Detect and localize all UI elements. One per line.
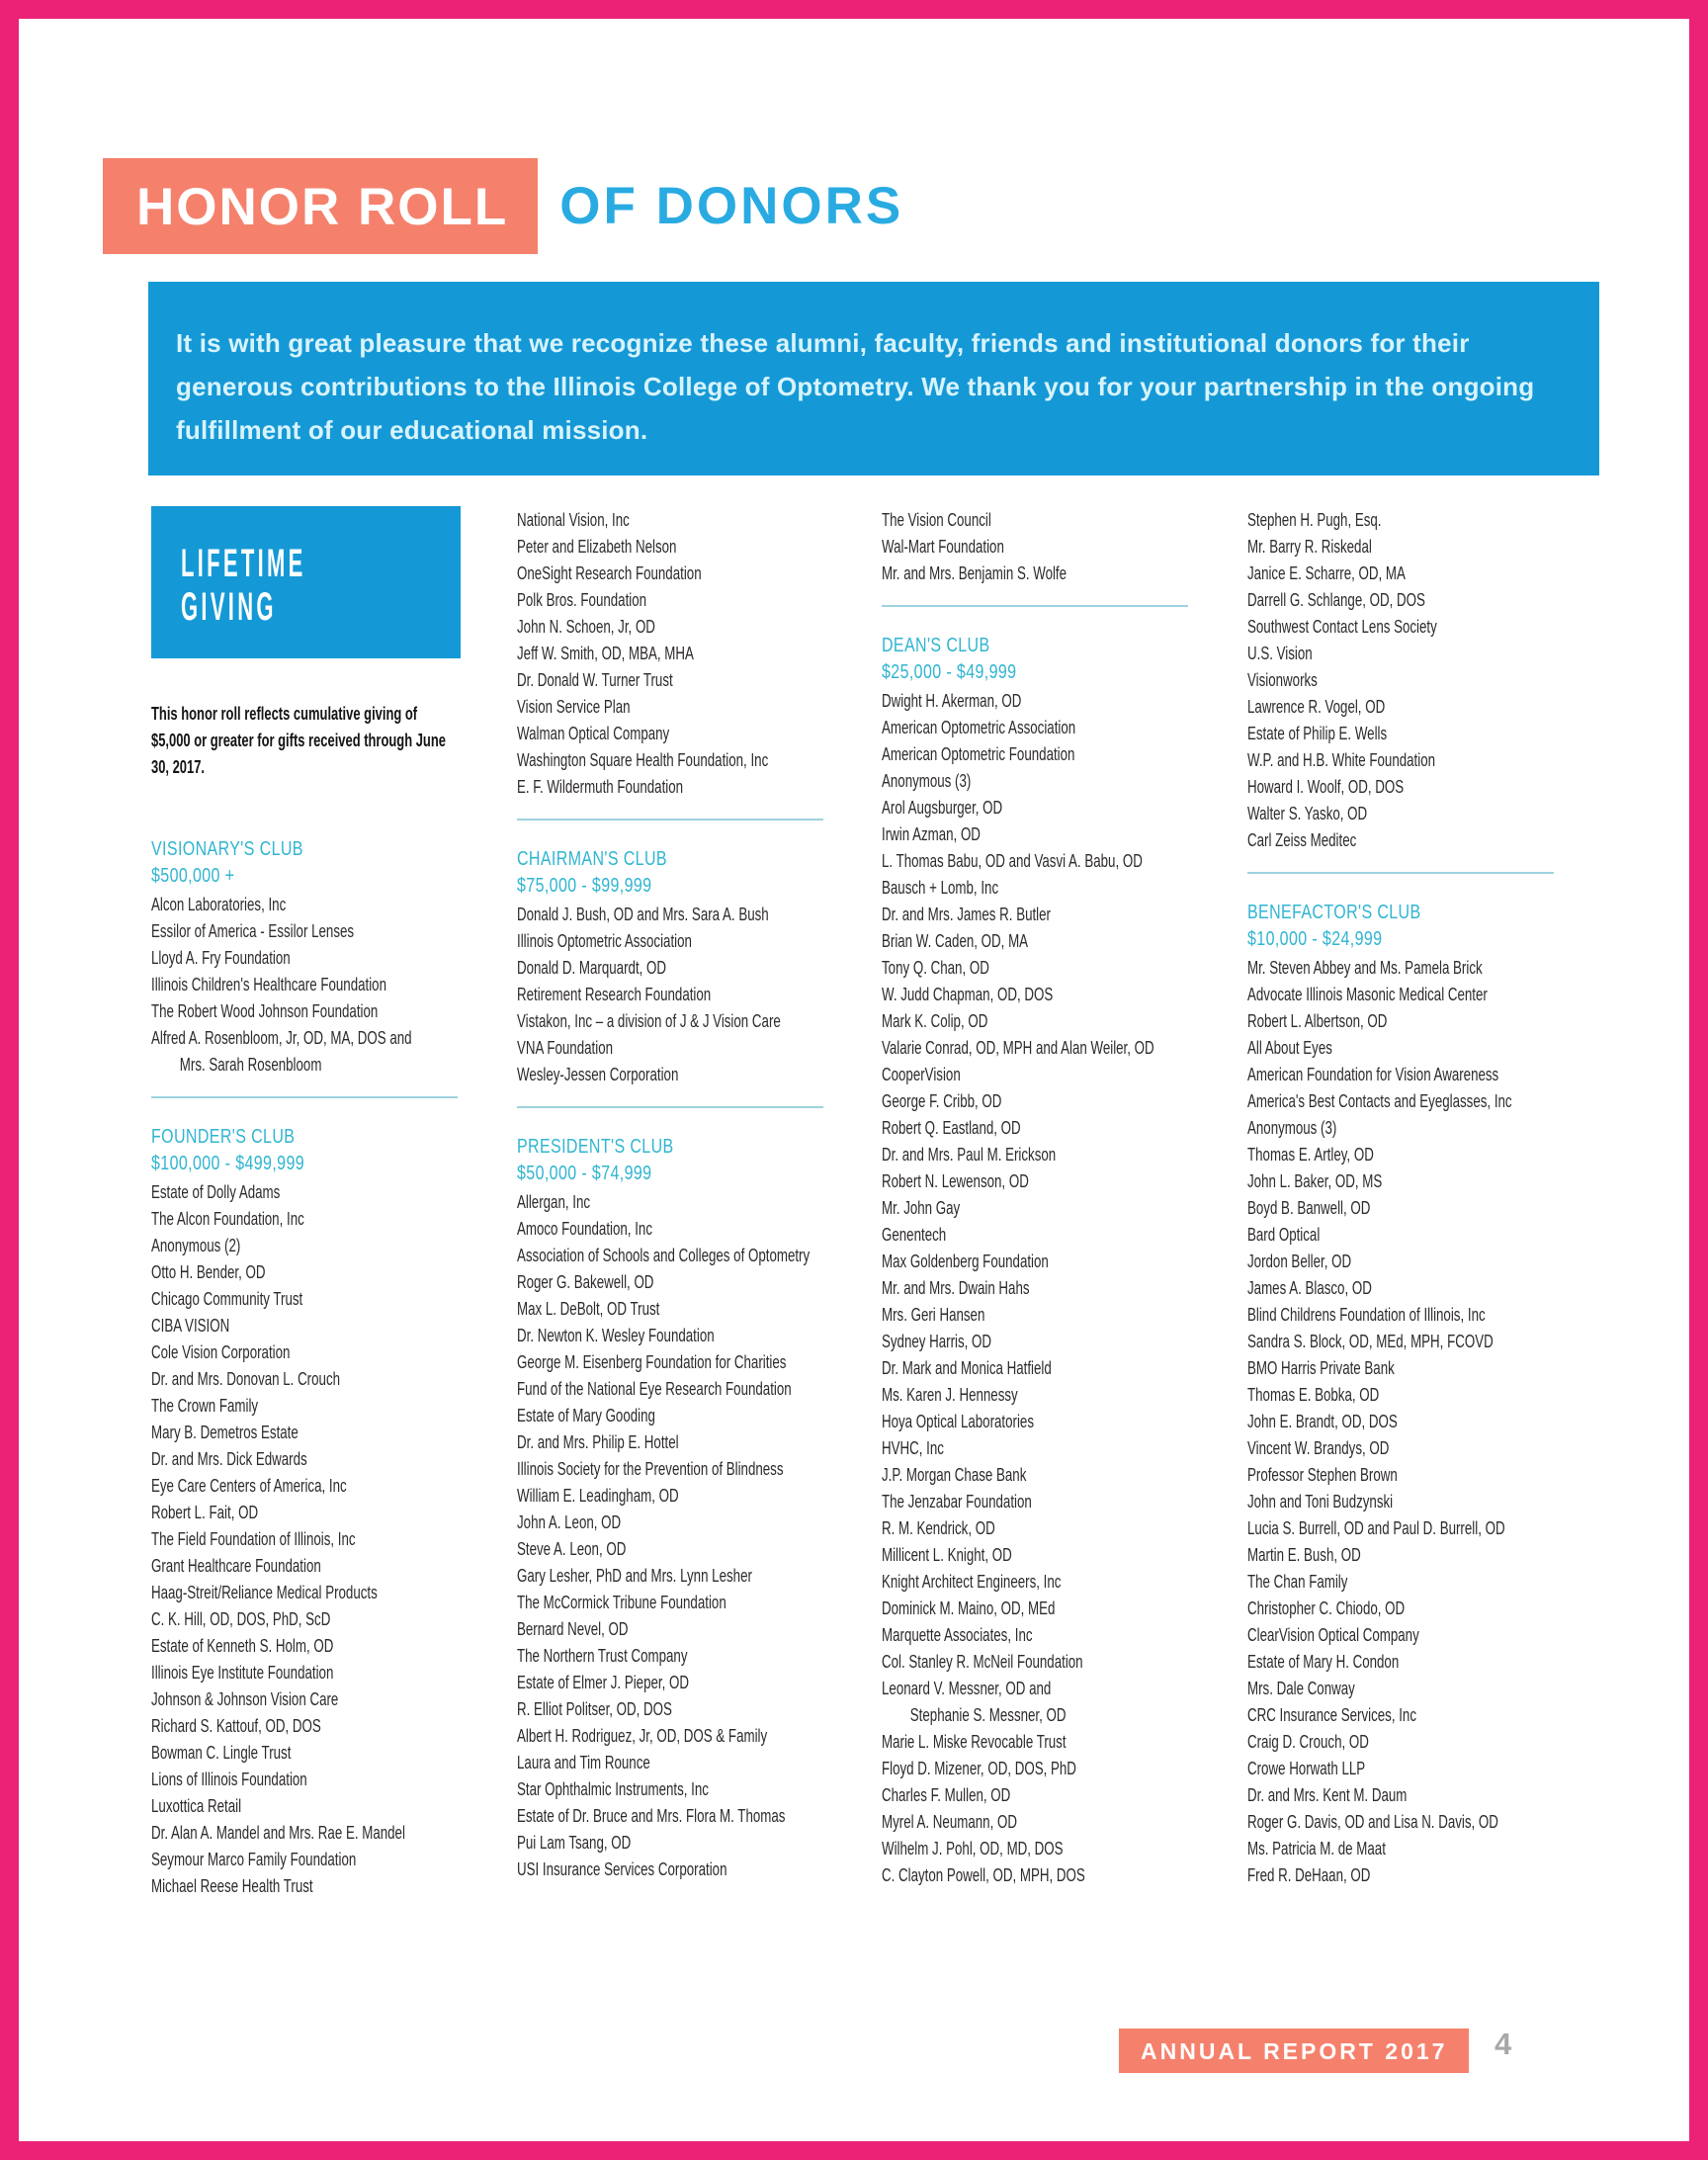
club-heading bbox=[1247, 899, 1613, 952]
donor-name: Howard I. Woolf, OD, DOS bbox=[1246, 776, 1404, 797]
page-title-of-donors: OF DONORS bbox=[559, 177, 904, 235]
donor-name: The Vision Council bbox=[882, 509, 991, 530]
club-heading bbox=[882, 632, 1247, 685]
donor-name: Christopher C. Chiodo, OD bbox=[1246, 1598, 1405, 1618]
donor-name: Col. Stanley R. McNeil Foundation bbox=[882, 1651, 1083, 1672]
donor-name: Illinois Eye Institute Foundation bbox=[151, 1662, 334, 1683]
donor-name: American Optometric Association bbox=[882, 717, 1076, 737]
donor-name: Illinois Children's Healthcare Foundation bbox=[151, 974, 386, 994]
donor-name: Brian W. Caden, OD, MA bbox=[882, 930, 1029, 951]
club-giving-range: $100,000 - $499,999 bbox=[151, 1152, 305, 1174]
donor-name: Vincent W. Brandys, OD bbox=[1246, 1437, 1389, 1458]
donor-name: Pui Lam Tsang, OD bbox=[516, 1832, 631, 1853]
donor-name: Max L. DeBolt, OD Trust bbox=[516, 1298, 659, 1319]
donor-name: Dominick M. Maino, OD, MEd bbox=[882, 1598, 1056, 1618]
page-title-honor-roll: HONOR ROLL bbox=[103, 158, 538, 254]
donor-name: Charles F. Mullen, OD bbox=[882, 1784, 1011, 1805]
donor-list bbox=[1247, 954, 1613, 1888]
donor-name: Genentech bbox=[882, 1224, 947, 1245]
donor-name: The Jenzabar Foundation bbox=[882, 1491, 1032, 1512]
donor-name: Crowe Horwath LLP bbox=[1246, 1758, 1365, 1778]
donor-name: The Robert Wood Johnson Foundation bbox=[151, 1000, 379, 1021]
club-heading bbox=[151, 1123, 517, 1176]
donor-name: Star Ophthalmic Instruments, Inc bbox=[516, 1778, 709, 1799]
donor-name: All About Eyes bbox=[1246, 1037, 1332, 1058]
donor-name: James A. Blasco, OD bbox=[1246, 1277, 1372, 1298]
donor-name: Dwight H. Akerman, OD bbox=[882, 690, 1022, 711]
donor-name: R. Elliot Politser, OD, DOS bbox=[516, 1698, 672, 1719]
donor-name: John E. Brandt, OD, DOS bbox=[1246, 1411, 1398, 1431]
donor-name: The Northern Trust Company bbox=[516, 1645, 687, 1666]
donor-list bbox=[882, 506, 1247, 586]
donor-name: Seymour Marco Family Foundation bbox=[151, 1849, 357, 1869]
donor-name: Dr. and Mrs. Kent M. Daum bbox=[1246, 1784, 1407, 1805]
donor-name: Fund of the National Eye Research Foundation bbox=[516, 1378, 792, 1399]
donor-name: Lions of Illinois Foundation bbox=[151, 1769, 307, 1789]
donor-name: Vision Service Plan bbox=[516, 696, 631, 717]
donor-name: Peter and Elizabeth Nelson bbox=[516, 536, 676, 557]
donor-name: Grant Healthcare Foundation bbox=[151, 1555, 321, 1576]
donor-name: Robert N. Lewenson, OD bbox=[882, 1170, 1029, 1191]
donor-name: Sandra S. Block, OD, MEd, MPH, FCOVD bbox=[1246, 1331, 1494, 1351]
donor-name: C. Clayton Powell, OD, MPH, DOS bbox=[882, 1864, 1085, 1885]
donor-name: Bausch + Lomb, Inc bbox=[882, 877, 999, 898]
donor-name: Robert L. Fait, OD bbox=[151, 1502, 259, 1522]
donor-list bbox=[517, 901, 883, 1087]
donor-name: Donald D. Marquardt, OD bbox=[516, 957, 666, 978]
lifetime-giving-label: GIVING bbox=[181, 585, 277, 629]
donor-name: CRC Insurance Services, Inc bbox=[1246, 1704, 1416, 1725]
donor-name: J.P. Morgan Chase Bank bbox=[882, 1464, 1027, 1485]
donor-name: Amoco Foundation, Inc bbox=[516, 1218, 652, 1239]
donor-name: Mrs. Dale Conway bbox=[1246, 1678, 1355, 1698]
donor-name: Jeff W. Smith, OD, MBA, MHA bbox=[516, 643, 694, 663]
donor-name: ClearVision Optical Company bbox=[1246, 1624, 1419, 1645]
donor-name: Mrs. Sarah Rosenbloom bbox=[179, 1054, 322, 1075]
donor-name: The Chan Family bbox=[1246, 1571, 1347, 1592]
donor-name: Chicago Community Trust bbox=[151, 1288, 303, 1309]
club-giving-range: $50,000 - $74,999 bbox=[516, 1162, 651, 1184]
donor-name: George F. Cribb, OD bbox=[882, 1090, 1002, 1111]
donor-name: Mary B. Demetros Estate bbox=[151, 1422, 299, 1442]
donor-name: Mr. and Mrs. Benjamin S. Wolfe bbox=[882, 562, 1068, 583]
donor-column-1 bbox=[151, 506, 517, 1899]
donor-name: OneSight Research Foundation bbox=[516, 562, 702, 583]
donor-name: Max Goldenberg Foundation bbox=[882, 1251, 1049, 1271]
donor-name: Association of Schools and Colleges of Optometry bbox=[516, 1245, 810, 1265]
donor-name: Alfred A. Rosenbloom, Jr, OD, MA, DOS and bbox=[151, 1027, 412, 1048]
donor-name: Southwest Contact Lens Society bbox=[1246, 616, 1437, 637]
club-name: FOUNDER'S CLUB bbox=[151, 1125, 296, 1148]
club-giving-range: $75,000 - $99,999 bbox=[516, 874, 651, 897]
donor-name: John A. Leon, OD bbox=[516, 1512, 621, 1532]
donor-name: The Alcon Foundation, Inc bbox=[151, 1208, 304, 1229]
donor-name: Walter S. Yasko, OD bbox=[1246, 803, 1367, 823]
donor-name: W.P. and H.B. White Foundation bbox=[1246, 749, 1435, 770]
lifetime-giving-label: LIFETIME bbox=[181, 542, 306, 585]
donor-name: Mr. and Mrs. Dwain Hahs bbox=[882, 1277, 1030, 1298]
club-heading bbox=[517, 845, 883, 899]
donor-name: HVHC, Inc bbox=[882, 1437, 944, 1458]
donor-name: Knight Architect Engineers, Inc bbox=[882, 1571, 1062, 1592]
intro-panel bbox=[148, 282, 1599, 475]
donor-name: Mr. John Gay bbox=[882, 1197, 961, 1218]
intro-text: It is with great pleasure that we recognize these alumni, faculty, friends and institutional donors for their generous contributions to the Illinois College of Optometry. We thank you for your partnership in the ongoing fulfillment of our educational mission. bbox=[176, 328, 1535, 445]
donor-name: C. K. Hill, OD, DOS, PhD, ScD bbox=[151, 1608, 331, 1629]
donor-name: Marquette Associates, Inc bbox=[882, 1624, 1033, 1645]
donor-list bbox=[882, 687, 1247, 1888]
donor-name: Bowman C. Lingle Trust bbox=[151, 1742, 292, 1763]
donor-name: VNA Foundation bbox=[516, 1037, 613, 1058]
footer-annual-report-badge: ANNUAL REPORT 2017 bbox=[1119, 2029, 1469, 2073]
donor-name: Haag-Streit/Reliance Medical Products bbox=[151, 1582, 378, 1602]
donor-name: Bard Optical bbox=[1246, 1224, 1320, 1245]
donor-name: Estate of Mary H. Condon bbox=[1246, 1651, 1399, 1672]
club-name: PRESIDENT'S CLUB bbox=[516, 1135, 674, 1158]
donor-name: L. Thomas Babu, OD and Vasvi A. Babu, OD bbox=[882, 850, 1143, 871]
club-name: CHAIRMAN'S CLUB bbox=[516, 847, 667, 870]
donor-name: Eye Care Centers of America, Inc bbox=[151, 1475, 347, 1496]
donor-name: Boyd B. Banwell, OD bbox=[1246, 1197, 1370, 1218]
donor-name: Anonymous (2) bbox=[151, 1235, 241, 1255]
donor-name: Robert Q. Eastland, OD bbox=[882, 1117, 1021, 1138]
donor-name: R. M. Kendrick, OD bbox=[882, 1517, 995, 1538]
donor-name: Mrs. Geri Hansen bbox=[882, 1304, 985, 1325]
lifetime-giving-box bbox=[151, 506, 461, 658]
donor-name: Johnson & Johnson Vision Care bbox=[151, 1688, 339, 1709]
donor-name: Robert L. Albertson, OD bbox=[1246, 1010, 1387, 1031]
page-number: 4 bbox=[1494, 2027, 1512, 2061]
donor-list bbox=[517, 1188, 883, 1882]
donor-name: William E. Leadingham, OD bbox=[516, 1485, 679, 1506]
donor-name: Irwin Azman, OD bbox=[882, 823, 981, 844]
donor-name: USI Insurance Services Corporation bbox=[516, 1858, 726, 1879]
club-name: BENEFACTOR'S CLUB bbox=[1246, 901, 1421, 923]
donor-name: U.S. Vision bbox=[1246, 643, 1313, 663]
donor-name: Visionworks bbox=[1246, 669, 1318, 690]
donor-name: John L. Baker, OD, MS bbox=[1246, 1170, 1382, 1191]
section-divider bbox=[517, 1106, 823, 1108]
donor-name: CIBA VISION bbox=[151, 1315, 230, 1336]
donor-column-4 bbox=[1247, 506, 1613, 1899]
donor-name: Estate of Kenneth S. Holm, OD bbox=[151, 1635, 334, 1656]
donor-name: W. Judd Chapman, OD, DOS bbox=[882, 984, 1054, 1004]
donor-name: Mark K. Colip, OD bbox=[882, 1010, 988, 1031]
donor-name: Professor Stephen Brown bbox=[1246, 1464, 1398, 1485]
donor-name: American Optometric Foundation bbox=[882, 743, 1075, 764]
club-heading bbox=[151, 835, 517, 889]
club-name: DEAN'S CLUB bbox=[882, 634, 990, 656]
giving-note: This honor roll reflects cumulative giving of $5,000 or greater for gifts received through June 30, 2017. bbox=[151, 703, 446, 777]
donor-name: Richard S. Kattouf, OD, DOS bbox=[151, 1715, 321, 1736]
donor-name: Estate of Mary Gooding bbox=[516, 1405, 655, 1426]
donor-name: Estate of Elmer J. Pieper, OD bbox=[516, 1672, 689, 1692]
donor-name: Washington Square Health Foundation, Inc bbox=[516, 749, 768, 770]
donor-name: Roger G. Bakewell, OD bbox=[516, 1271, 653, 1292]
donor-name: Gary Lesher, PhD and Mrs. Lynn Lesher bbox=[516, 1565, 752, 1586]
donor-name: Otto H. Bender, OD bbox=[151, 1261, 266, 1282]
donor-name: Dr. Newton K. Wesley Foundation bbox=[516, 1325, 715, 1345]
donor-name: Dr. and Mrs. Philip E. Hottel bbox=[516, 1431, 679, 1452]
donor-name: Craig D. Crouch, OD bbox=[1246, 1731, 1369, 1752]
donor-name: Allergan, Inc bbox=[516, 1191, 590, 1212]
donor-name: Polk Bros. Foundation bbox=[516, 589, 646, 610]
donor-name: Estate of Dr. Bruce and Mrs. Flora M. Thomas bbox=[516, 1805, 785, 1826]
donor-name: Bernard Nevel, OD bbox=[516, 1618, 629, 1639]
donor-name: Anonymous (3) bbox=[1246, 1117, 1336, 1138]
donor-name: Dr. Donald W. Turner Trust bbox=[516, 669, 673, 690]
donor-column-2 bbox=[517, 506, 883, 1899]
donor-name: Dr. Mark and Monica Hatfield bbox=[882, 1357, 1052, 1378]
donor-name: Dr. Alan A. Mandel and Mrs. Rae E. Mandel bbox=[151, 1822, 405, 1843]
donor-name: American Foundation for Vision Awareness bbox=[1246, 1064, 1498, 1084]
donor-name: George M. Eisenberg Foundation for Charities bbox=[516, 1351, 786, 1372]
donor-name: E. F. Wildermuth Foundation bbox=[516, 776, 683, 797]
donor-name: Lloyd A. Fry Foundation bbox=[151, 947, 291, 968]
donor-name: Millicent L. Knight, OD bbox=[882, 1544, 1012, 1565]
donor-name: America's Best Contacts and Eyeglasses, Inc bbox=[1246, 1090, 1512, 1111]
donor-name: Steve A. Leon, OD bbox=[516, 1538, 626, 1559]
donor-name: Dr. and Mrs. James R. Butler bbox=[882, 904, 1051, 924]
donor-name: Alcon Laboratories, Inc bbox=[151, 894, 287, 914]
donor-name: Blind Childrens Foundation of Illinois, Inc bbox=[1246, 1304, 1486, 1325]
donor-name: Marie L. Miske Revocable Trust bbox=[882, 1731, 1067, 1752]
donor-name: Tony Q. Chan, OD bbox=[882, 957, 989, 978]
donor-name: Vistakon, Inc – a division of J & J Vision Care bbox=[516, 1010, 781, 1031]
donor-name: John and Toni Budzynski bbox=[1246, 1491, 1393, 1512]
donor-name: Wal-Mart Foundation bbox=[882, 536, 1004, 557]
section-divider bbox=[882, 605, 1188, 607]
club-giving-range: $10,000 - $24,999 bbox=[1246, 927, 1382, 950]
donor-name: Leonard V. Messner, OD and bbox=[882, 1678, 1052, 1698]
donor-name: Darrell G. Schlange, OD, DOS bbox=[1246, 589, 1425, 610]
section-divider bbox=[151, 1096, 458, 1098]
donor-name: Retirement Research Foundation bbox=[516, 984, 711, 1004]
donor-name: Roger G. Davis, OD and Lisa N. Davis, OD bbox=[1246, 1811, 1498, 1832]
donor-name: Carl Zeiss Meditec bbox=[1246, 829, 1356, 850]
donor-name: The McCormick Tribune Foundation bbox=[516, 1592, 726, 1612]
donor-name: Estate of Philip E. Wells bbox=[1246, 723, 1387, 743]
club-heading bbox=[517, 1133, 883, 1186]
donor-name: Illinois Society for the Prevention of Blindness bbox=[516, 1458, 784, 1479]
club-name: VISIONARY'S CLUB bbox=[151, 837, 303, 860]
donor-name: Luxottica Retail bbox=[151, 1795, 242, 1816]
donor-name: Myrel A. Neumann, OD bbox=[882, 1811, 1017, 1832]
donor-name: Valarie Conrad, OD, MPH and Alan Weiler, OD bbox=[882, 1037, 1154, 1058]
donor-list bbox=[151, 891, 517, 1078]
donor-name: Lawrence R. Vogel, OD bbox=[1246, 696, 1385, 717]
donor-name: Thomas E. Artley, OD bbox=[1246, 1144, 1374, 1165]
donor-name: Ms. Patricia M. de Maat bbox=[1246, 1838, 1386, 1858]
section-divider bbox=[1247, 872, 1554, 874]
donor-name: Thomas E. Bobka, OD bbox=[1246, 1384, 1379, 1405]
donor-name: National Vision, Inc bbox=[516, 509, 630, 530]
donor-name: Dr. and Mrs. Dick Edwards bbox=[151, 1448, 307, 1469]
club-giving-range: $25,000 - $49,999 bbox=[882, 660, 1017, 683]
donor-name: BMO Harris Private Bank bbox=[1246, 1357, 1395, 1378]
donor-name: Michael Reese Health Trust bbox=[151, 1875, 313, 1896]
donor-list bbox=[1247, 506, 1613, 853]
donor-name: Ms. Karen J. Hennessy bbox=[882, 1384, 1018, 1405]
donor-name: Stephen H. Pugh, Esq. bbox=[1246, 509, 1382, 530]
page-title bbox=[103, 158, 903, 254]
donor-name: The Crown Family bbox=[151, 1395, 259, 1416]
donor-name: Advocate Illinois Masonic Medical Center bbox=[1246, 984, 1488, 1004]
donor-name: Stephanie S. Messner, OD bbox=[909, 1704, 1067, 1725]
donor-name: Essilor of America - Essilor Lenses bbox=[151, 920, 355, 941]
donor-name: Wilhelm J. Pohl, OD, MD, DOS bbox=[882, 1838, 1064, 1858]
section-divider bbox=[517, 819, 823, 821]
donor-name: Janice E. Scharre, OD, MA bbox=[1246, 562, 1406, 583]
donor-name: Jordon Beller, OD bbox=[1246, 1251, 1351, 1271]
donor-name: Fred R. DeHaan, OD bbox=[1246, 1864, 1370, 1885]
donor-name: Wesley-Jessen Corporation bbox=[516, 1064, 678, 1084]
donor-name: The Field Foundation of Illinois, Inc bbox=[151, 1528, 356, 1549]
donor-name: Albert H. Rodriguez, Jr, OD, DOS & Family bbox=[516, 1725, 767, 1746]
donor-name: Hoya Optical Laboratories bbox=[882, 1411, 1035, 1431]
donor-name: Mr. Barry R. Riskedal bbox=[1246, 536, 1372, 557]
donor-column-3 bbox=[882, 506, 1247, 1899]
donor-name: John N. Schoen, Jr, OD bbox=[516, 616, 655, 637]
donor-name: Lucia S. Burrell, OD and Paul D. Burrell, OD bbox=[1246, 1517, 1505, 1538]
donor-name: Mr. Steven Abbey and Ms. Pamela Brick bbox=[1246, 957, 1483, 978]
donor-name: Anonymous (3) bbox=[882, 770, 972, 791]
donor-name: Arol Augsburger, OD bbox=[882, 797, 1003, 818]
donor-name: Dr. and Mrs. Paul M. Erickson bbox=[882, 1144, 1057, 1165]
donor-columns bbox=[151, 506, 1612, 1899]
donor-list bbox=[151, 1178, 517, 1899]
donor-name: Sydney Harris, OD bbox=[882, 1331, 992, 1351]
donor-name: Floyd D. Mizener, OD, DOS, PhD bbox=[882, 1758, 1076, 1778]
donor-name: Estate of Dolly Adams bbox=[151, 1181, 281, 1202]
donor-list bbox=[517, 506, 883, 800]
donor-name: Walman Optical Company bbox=[516, 723, 669, 743]
club-giving-range: $500,000 + bbox=[151, 864, 235, 887]
donor-name: Martin E. Bush, OD bbox=[1246, 1544, 1361, 1565]
donor-name: CooperVision bbox=[882, 1064, 961, 1084]
donor-name: Dr. and Mrs. Donovan L. Crouch bbox=[151, 1368, 341, 1389]
donor-name: Donald J. Bush, OD and Mrs. Sara A. Bush bbox=[516, 904, 769, 924]
donor-name: Cole Vision Corporation bbox=[151, 1341, 291, 1362]
donor-name: Laura and Tim Rounce bbox=[516, 1752, 650, 1772]
donor-name: Illinois Optometric Association bbox=[516, 930, 692, 951]
